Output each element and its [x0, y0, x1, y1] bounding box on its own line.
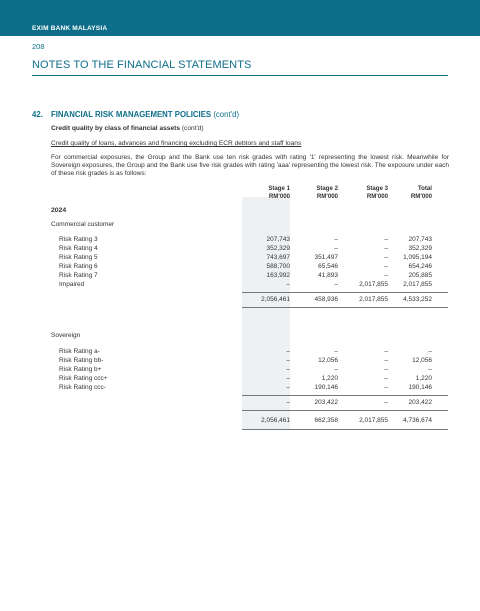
cell-stage3: – [384, 245, 388, 252]
subtotal-stage1: 2,056,461 [261, 296, 290, 303]
column-header-stage2 [290, 185, 338, 200]
page-number: 208 [32, 42, 45, 51]
cell-total: 12,056 [412, 357, 432, 364]
column-header-stage3 [340, 185, 388, 200]
cell-total: 1,095,194 [403, 254, 432, 261]
grand-total-line [242, 429, 448, 430]
cell-total: 2,017,855 [403, 281, 432, 288]
group-heading-commercial: Commercial customer [51, 221, 115, 228]
intro-paragraph: For commercial exposures, the Group and the Bank use ten risk grades with rating '1' representing the lowest risk. Meanwhile for Sovereign exposures, the Group and the Bank use five risk grades with rating 'aaa' representing the lowest risk. The exposure under each of these risk grades is as follows: [51, 154, 449, 178]
org-name: EXIM BANK MALAYSIA [32, 25, 108, 32]
title-divider [32, 75, 448, 76]
cell-stage3: – [384, 236, 388, 243]
group-heading-sovereign: Sovereign [51, 332, 81, 339]
cell-total: – [428, 366, 432, 373]
cell-stage3: – [384, 375, 388, 382]
column-header-line1: Stage 3 [366, 185, 388, 192]
cell-stage2: 351,497 [314, 254, 338, 261]
cell-total: 207,743 [408, 236, 432, 243]
cell-total: 352,329 [408, 245, 432, 252]
section-subheading: Credit quality of loans, advances and financing excluding ECR debtors and staff loans [51, 140, 302, 147]
cell-stage2: – [334, 245, 338, 252]
section-subtitle [51, 125, 204, 132]
cell-stage1: – [286, 357, 290, 364]
cell-stage2: 41,893 [318, 272, 338, 279]
column-header-stage1 [242, 185, 290, 200]
subtotal-line [242, 292, 448, 293]
subtotal-line [242, 395, 448, 396]
cell-stage1: – [286, 281, 290, 288]
row-label: Risk Rating a- [59, 348, 100, 355]
section-subtitle-text: Credit quality by class of financial assets [51, 125, 180, 132]
cell-total: – [428, 348, 432, 355]
column-header-line2: RM'000 [410, 192, 432, 200]
section-title-suffix: (cont'd) [213, 110, 240, 119]
cell-stage2: – [334, 348, 338, 355]
row-label: Risk Rating 6 [59, 263, 98, 270]
row-label: Impaired [59, 281, 85, 288]
cell-stage2: – [334, 366, 338, 373]
cell-stage2: 65,546 [318, 263, 338, 270]
grand-total-stage1: 2,056,461 [261, 417, 290, 424]
subtotal-stage3: 2,017,855 [359, 296, 388, 303]
subtotal-stage1: – [286, 399, 290, 406]
row-label: Risk Rating 4 [59, 245, 98, 252]
year-heading: 2024 [51, 207, 67, 214]
row-label: Risk Rating b+ [59, 366, 102, 373]
cell-stage3: – [384, 254, 388, 261]
cell-stage1: 743,697 [266, 254, 290, 261]
cell-stage3: – [384, 384, 388, 391]
section-title-text: FINANCIAL RISK MANAGEMENT POLICIES [51, 110, 212, 119]
column-header-line2: RM'000 [316, 192, 338, 200]
page-title: NOTES TO THE FINANCIAL STATEMENTS [32, 59, 252, 71]
column-header-line1: Stage 1 [268, 185, 290, 192]
subtotal-stage2: 458,936 [314, 296, 338, 303]
column-header-line1: Stage 2 [316, 185, 338, 192]
cell-total: 205,885 [408, 272, 432, 279]
section-number: 42. [32, 110, 43, 119]
section-subtitle-suffix: (cont'd) [181, 125, 204, 132]
row-label: Risk Rating 7 [59, 272, 98, 279]
cell-total: 1,220 [415, 375, 432, 382]
cell-stage3: – [384, 366, 388, 373]
cell-stage1: – [286, 348, 290, 355]
row-label: Risk Rating ccc+ [59, 375, 108, 382]
subtotal-stage3: – [384, 399, 388, 406]
cell-stage3: – [384, 272, 388, 279]
cell-stage1: 207,743 [266, 236, 290, 243]
subtotal-total: 4,533,252 [403, 296, 432, 303]
cell-stage3: – [384, 348, 388, 355]
grand-total-stage2: 662,358 [314, 417, 338, 424]
cell-stage3: – [384, 263, 388, 270]
section-title [51, 110, 239, 119]
cell-stage2: – [334, 281, 338, 288]
column-header-line1: Total [417, 185, 432, 192]
subtotal-stage2: 203,422 [314, 399, 338, 406]
cell-stage1: – [286, 375, 290, 382]
cell-stage2: 190,146 [314, 384, 338, 391]
grand-total-stage3: 2,017,855 [359, 417, 388, 424]
row-label: Risk Rating 5 [59, 254, 98, 261]
cell-total: 190,146 [408, 384, 432, 391]
column-header-total [384, 185, 432, 200]
row-label: Risk Rating bb- [59, 357, 104, 364]
cell-stage2: 12,056 [318, 357, 338, 364]
cell-stage2: 1,220 [321, 375, 338, 382]
subtotal-total: 203,422 [408, 399, 432, 406]
cell-stage1: 588,700 [266, 263, 290, 270]
row-label: Risk Rating ccc- [59, 384, 106, 391]
subtotal-line [242, 410, 448, 411]
cell-total: 654,246 [408, 263, 432, 270]
cell-stage2: – [334, 236, 338, 243]
subtotal-line [242, 307, 448, 308]
cell-stage1: – [286, 384, 290, 391]
cell-stage3: 2,017,855 [359, 281, 388, 288]
cell-stage3: – [384, 357, 388, 364]
grand-total-total: 4,736,674 [403, 417, 432, 424]
cell-stage1: – [286, 366, 290, 373]
cell-stage1: 352,329 [266, 245, 290, 252]
column-header-line2: RM'000 [366, 192, 388, 200]
column-header-line2: RM'000 [268, 192, 290, 200]
cell-stage1: 163,992 [266, 272, 290, 279]
row-label: Risk Rating 3 [59, 236, 98, 243]
